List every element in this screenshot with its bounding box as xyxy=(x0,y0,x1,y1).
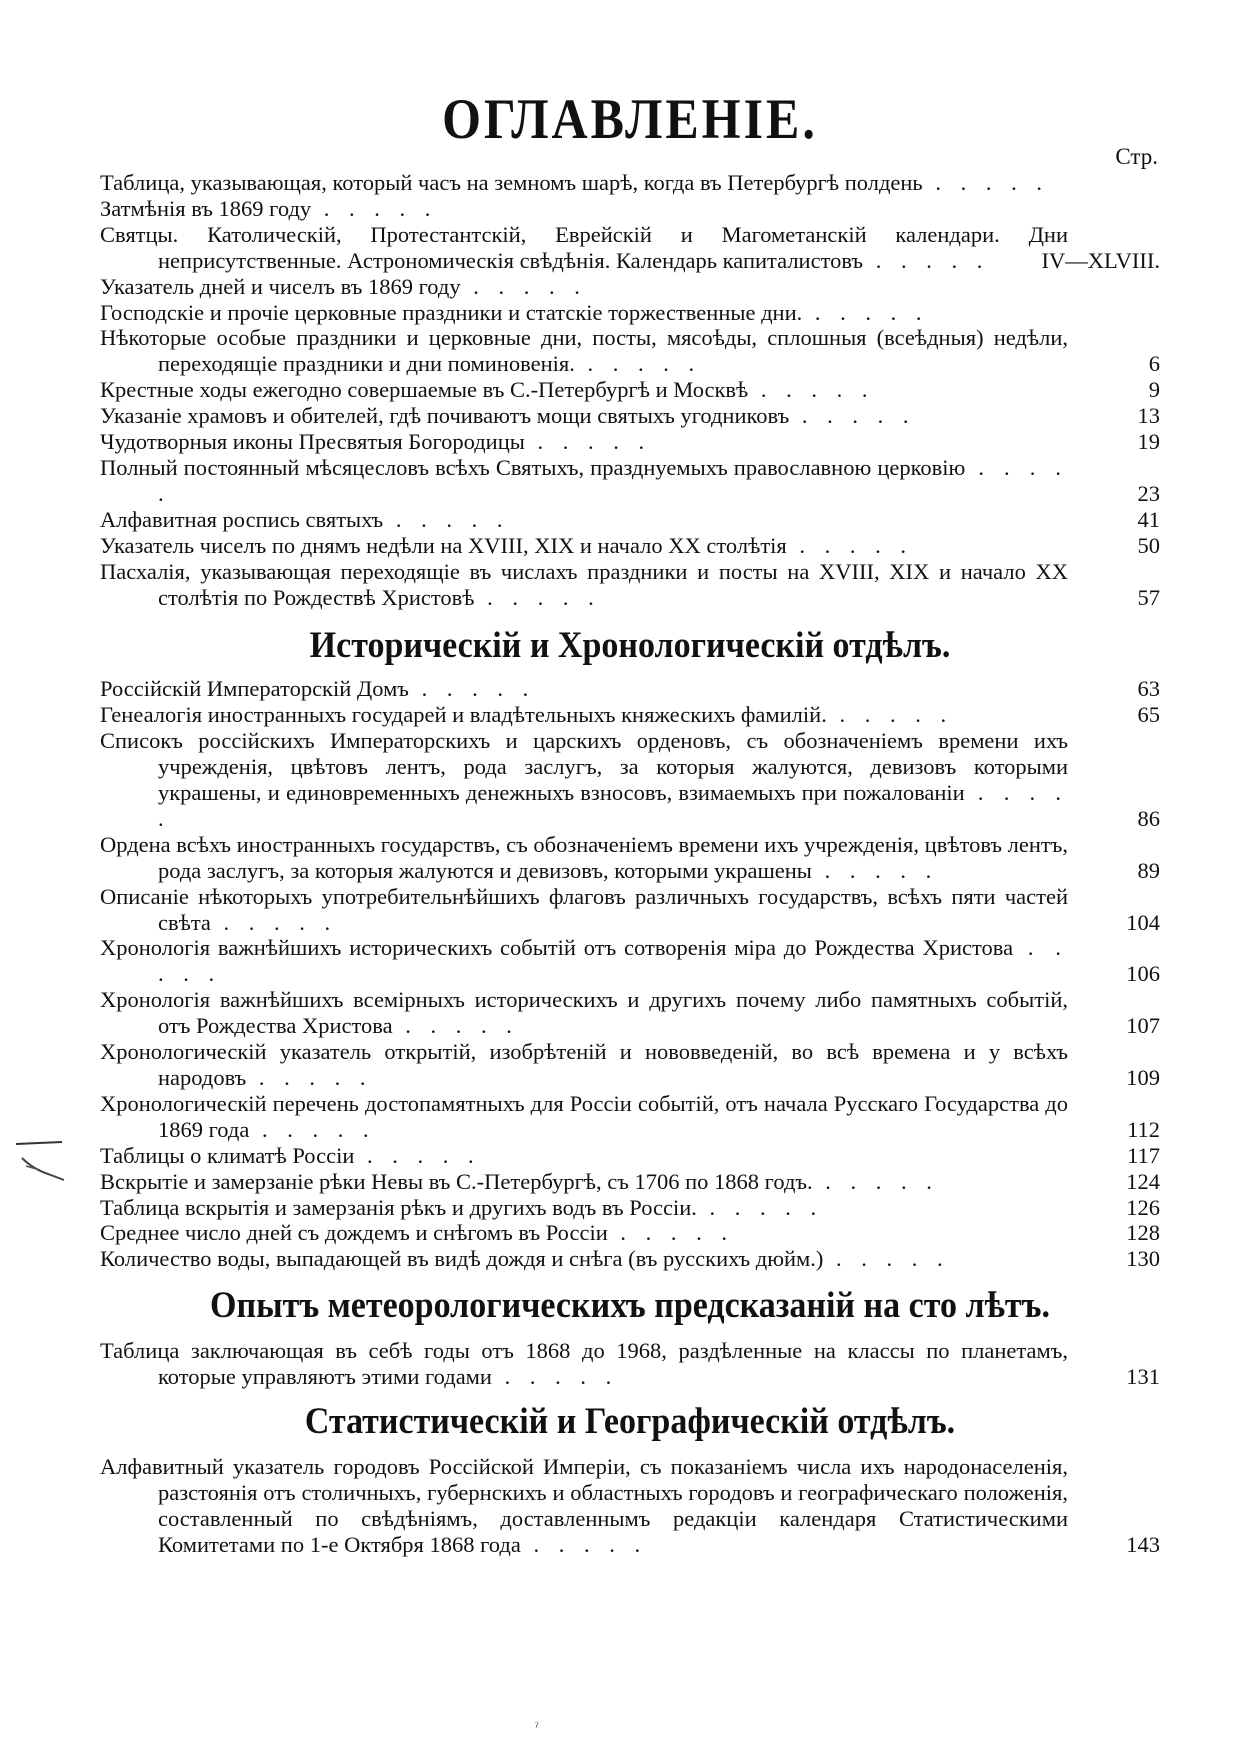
toc-entry-title: Пасхалія, указывающая переходящіе въ числахъ праздники и посты на XVIII, XIX и начало XX столѣтія по Рождествѣ Христовѣ xyxy=(100,558,1068,610)
toc-entry xyxy=(100,935,1160,987)
leader-dots: . . . . . xyxy=(812,1168,939,1194)
toc-entry-title: Затмѣнія въ 1869 году xyxy=(100,195,312,221)
toc-entry-page: 104 xyxy=(1126,909,1160,935)
toc-entry-title: Ордена всѣхъ иностранныхъ государствъ, съ обозначеніемъ времени ихъ учрежденія, цвѣтовъ лентъ, рода заслугъ, за которыя жалуются и девизовъ, которыми украшены xyxy=(100,831,1068,883)
toc-entry-page: 130 xyxy=(1126,1246,1160,1272)
toc-entry xyxy=(100,533,1160,559)
toc-entry xyxy=(100,884,1160,936)
toc-entry-title: Таблица заключающая въ себѣ годы отъ 1868 до 1968, раздѣленные на классы по планетамъ, которые управляютъ этими годами xyxy=(100,1338,1068,1390)
toc-entry xyxy=(100,1246,1160,1272)
toc-entry xyxy=(100,1220,1160,1246)
toc-entry-page: 112 xyxy=(1127,1116,1160,1142)
toc-entry-title: Таблица, указывающая, который часъ на земномъ шарѣ, когда въ Петербургѣ полдень xyxy=(100,170,923,195)
leader-dots: . . . . . xyxy=(811,857,939,883)
toc-entry-title: Полный постоянный мѣсяцесловъ всѣхъ Святыхъ, празднуемыхъ православною церковію xyxy=(100,454,966,480)
toc-entry-title: Алфавитный указатель городовъ Россійской Имперіи, съ показаніемъ числа ихъ народонаселенія, разстоянія отъ столичныхъ, губернскихъ и областныхъ городовъ и географическаго положенія, составленный по свѣдѣніямъ, доставленнымъ редакціи календаря Статистическими Комитетами по 1-е Октября 1868 года xyxy=(100,1454,1068,1557)
toc-entry-title: Святцы. Католическій, Протестантскій, Еврейскій и Магометанскій календари. Дни неприсутственные. Астрономическія свѣдѣнія. Календарь капиталистовъ xyxy=(100,221,1068,273)
leader-dots: . . . . . xyxy=(474,584,601,610)
leader-dots: . . . . . xyxy=(748,377,875,403)
toc-entry xyxy=(100,676,1160,702)
section-heading-meteo: Опытъ метеорологическихъ предсказаній на сто лѣтъ. xyxy=(210,1285,1050,1326)
toc-entry-title: Таблицы о климатѣ Россіи xyxy=(100,1142,355,1168)
leader-dots: . . . . . xyxy=(826,702,954,728)
leader-dots: . . . . . xyxy=(383,506,510,532)
toc-list-historical xyxy=(100,676,1160,1272)
leader-dots: . . . . . xyxy=(392,1013,519,1039)
toc-entry-title: Списокъ россійскихъ Императорскихъ и царскихъ орденовъ, съ обозначеніемъ времени ихъ учрежденія, цвѣтовъ лентъ, рода заслугъ, за которыя жалуются, девизовъ которыми украшены, и единовременныхъ денежныхъ взносовъ, взимаемыхъ при пожалованіи xyxy=(100,728,1068,806)
toc-entry-title: Количество воды, выпадающей въ видѣ дождя и снѣга (въ русскихъ дюйм.) xyxy=(100,1246,824,1272)
toc-entry xyxy=(100,429,1160,455)
toc-entry xyxy=(100,1143,1160,1169)
page-column-label: Стр. xyxy=(1115,144,1158,169)
toc-entry xyxy=(100,987,1160,1039)
toc-entry-page: 19 xyxy=(1137,429,1160,455)
leader-dots: . . . . . xyxy=(210,909,338,935)
toc-entry xyxy=(100,377,1160,403)
leader-dots: . . . . . xyxy=(823,1246,950,1272)
toc-entry xyxy=(100,1195,1160,1221)
toc-entry-page: 117 xyxy=(1127,1142,1160,1168)
leader-dots: . . . . . xyxy=(249,1116,376,1142)
toc-entry-page: IV—XLVIII. xyxy=(1041,247,1160,273)
page-title: ОГЛАВЛЕНІЕ. xyxy=(442,86,818,151)
toc-entry-page: 86 xyxy=(1137,805,1160,831)
leader-dots: . . . . . xyxy=(786,532,914,558)
toc-entry-title: Крестные ходы ежегодно совершаемые въ С.-Петербургѣ и Москвѣ xyxy=(100,377,749,403)
toc-entry-page: 106 xyxy=(1126,961,1160,987)
leader-dots: . . . . . xyxy=(460,273,587,299)
toc-entry-title: Хронологія важнѣйшихъ историческихъ событій отъ сотворенія міра до Рождества Христова xyxy=(100,935,1014,961)
leader-dots: . . . . . xyxy=(607,1220,734,1246)
margin-pencil-mark xyxy=(14,1130,74,1200)
toc-entry xyxy=(100,507,1160,533)
section-heading-historical: Историческій и Хронологическій отдѣлъ. xyxy=(309,625,951,666)
toc-entry-page: 50 xyxy=(1137,532,1160,558)
leader-dots: . . . . . xyxy=(524,429,652,455)
leader-dots: . . . . . xyxy=(789,403,916,429)
toc-entry-page: 57 xyxy=(1137,584,1160,610)
toc-entry-page: 41 xyxy=(1137,506,1160,532)
toc-entry-page: 65 xyxy=(1137,702,1160,728)
toc-entry xyxy=(100,702,1160,728)
leader-dots: . . . . . xyxy=(158,454,1068,506)
leader-dots: . . . . . xyxy=(491,1364,619,1390)
toc-entry-title: Хронологія важнѣйшихъ всемірныхъ историческихъ и другихъ почему либо памятныхъ событій, отъ Рождества Христова xyxy=(100,987,1068,1039)
toc-entry-title: Хронологическій указатель открытій, изобрѣтеній и нововведеній, во всѣ времена и у всѣхъ народовъ xyxy=(100,1039,1068,1090)
toc-entry-title: Вскрытіе и замерзаніе рѣки Невы въ С.-Петербургѣ, съ 1706 по 1868 годъ. xyxy=(100,1168,813,1194)
leader-dots: . . . . . xyxy=(158,935,1068,987)
toc-entry-title: Среднее число дней съ дождемъ и снѣгомъ въ Россіи xyxy=(100,1220,608,1246)
leader-dots: . . . . . xyxy=(922,170,1049,195)
section-heading-statistical: Статистическій и Географическій отдѣлъ. xyxy=(304,1401,956,1442)
toc-entry-page: 23 xyxy=(1137,480,1160,506)
toc-entry-page: 128 xyxy=(1126,1220,1160,1246)
leader-dots: . . . . . xyxy=(354,1142,481,1168)
leader-dots: . . . . . xyxy=(246,1065,373,1090)
toc-entry-title: Указатель дней и чиселъ въ 1869 году xyxy=(100,273,461,299)
leader-dots: . . . . . xyxy=(158,780,1068,831)
toc-entry-title: Описаніе нѣкоторыхъ употребительнѣйшихъ флаговъ различныхъ государствъ, всѣхъ пяти частей свѣта xyxy=(100,883,1068,935)
leader-dots: . . . . . xyxy=(574,351,702,377)
toc-entry xyxy=(100,300,1160,326)
toc-entry-page: 126 xyxy=(1126,1194,1160,1220)
toc-entry-page: 124 xyxy=(1126,1168,1160,1194)
toc-entry-title: Генеалогія иностранныхъ государей и владѣтельныхъ княжескихъ фамилій. xyxy=(100,702,827,728)
toc-entry xyxy=(100,1039,1160,1091)
toc-entry xyxy=(100,559,1160,611)
toc-entry xyxy=(100,403,1160,429)
toc-entry xyxy=(100,170,1160,196)
toc-entry xyxy=(100,1454,1160,1558)
toc-entry-page: 9 xyxy=(1148,377,1160,403)
toc-entry-title: Хронологическій перечень достопамятныхъ для Россіи событій, отъ начала Русскаго Государства до 1869 года xyxy=(100,1090,1068,1142)
toc-entry-title: Указаніе храмовъ и обителей, гдѣ почиваютъ мощи святыхъ угодниковъ xyxy=(100,403,790,429)
toc-entry-title: Нѣкоторые особые праздники и церковные дни, посты, мясоѣды, сплошныя (всеѣдныя) недѣли, переходящіе праздники и дни поминовенія. xyxy=(100,325,1068,377)
toc-entry-title: Таблица вскрытія и замерзанія рѣкъ и другихъ водъ въ Россіи. xyxy=(100,1194,697,1220)
toc-entry-title: Господскіе и прочіе церковные праздники и статскіе торжественные дни. xyxy=(100,299,803,325)
leader-dots: . . . . . xyxy=(863,247,990,273)
leader-dots: . . . . . xyxy=(520,1531,648,1557)
toc-entry-page: 131 xyxy=(1126,1364,1160,1390)
leader-dots: . . . . . xyxy=(696,1194,824,1220)
toc-entry xyxy=(100,196,1160,222)
toc-list-statistical xyxy=(100,1454,1160,1558)
toc-entry-page: 143 xyxy=(1126,1531,1160,1557)
toc-entry xyxy=(100,1338,1160,1390)
leader-dots: . . . . . xyxy=(802,299,929,325)
toc-entry xyxy=(100,325,1160,377)
toc-list-intro xyxy=(100,170,1160,610)
toc-entry-page: 63 xyxy=(1137,676,1160,702)
toc-entry xyxy=(100,1091,1160,1143)
toc-entry-page: 107 xyxy=(1126,1013,1160,1039)
toc-list-meteo xyxy=(100,1338,1160,1390)
toc-entry-page: 109 xyxy=(1126,1065,1160,1090)
toc-entry xyxy=(100,455,1160,507)
page-speck: ˀ xyxy=(535,1720,539,1735)
toc-entry xyxy=(100,274,1160,300)
toc-entry-title: Алфавитная роспись святыхъ xyxy=(100,506,384,532)
toc-entry-page: 13 xyxy=(1137,403,1160,429)
leader-dots: . . . . . xyxy=(408,676,536,702)
toc-entry-page: 6 xyxy=(1148,351,1160,377)
toc-entry xyxy=(100,222,1160,274)
leader-dots: . . . . . xyxy=(311,195,438,221)
toc-entry xyxy=(100,832,1160,884)
toc-entry-title: Указатель чиселъ по днямъ недѣли на XVIII, XIX и начало XX столѣтія xyxy=(100,532,787,558)
toc-entry-title: Чудотворныя иконы Пресвятыя Богородицы xyxy=(100,429,525,455)
toc-entry xyxy=(100,1169,1160,1195)
toc-entry-page: 89 xyxy=(1137,857,1160,883)
toc-entry-title: Россійскій Императорскій Домъ xyxy=(100,676,409,702)
toc-page xyxy=(100,84,1160,1558)
toc-entry xyxy=(100,728,1160,832)
